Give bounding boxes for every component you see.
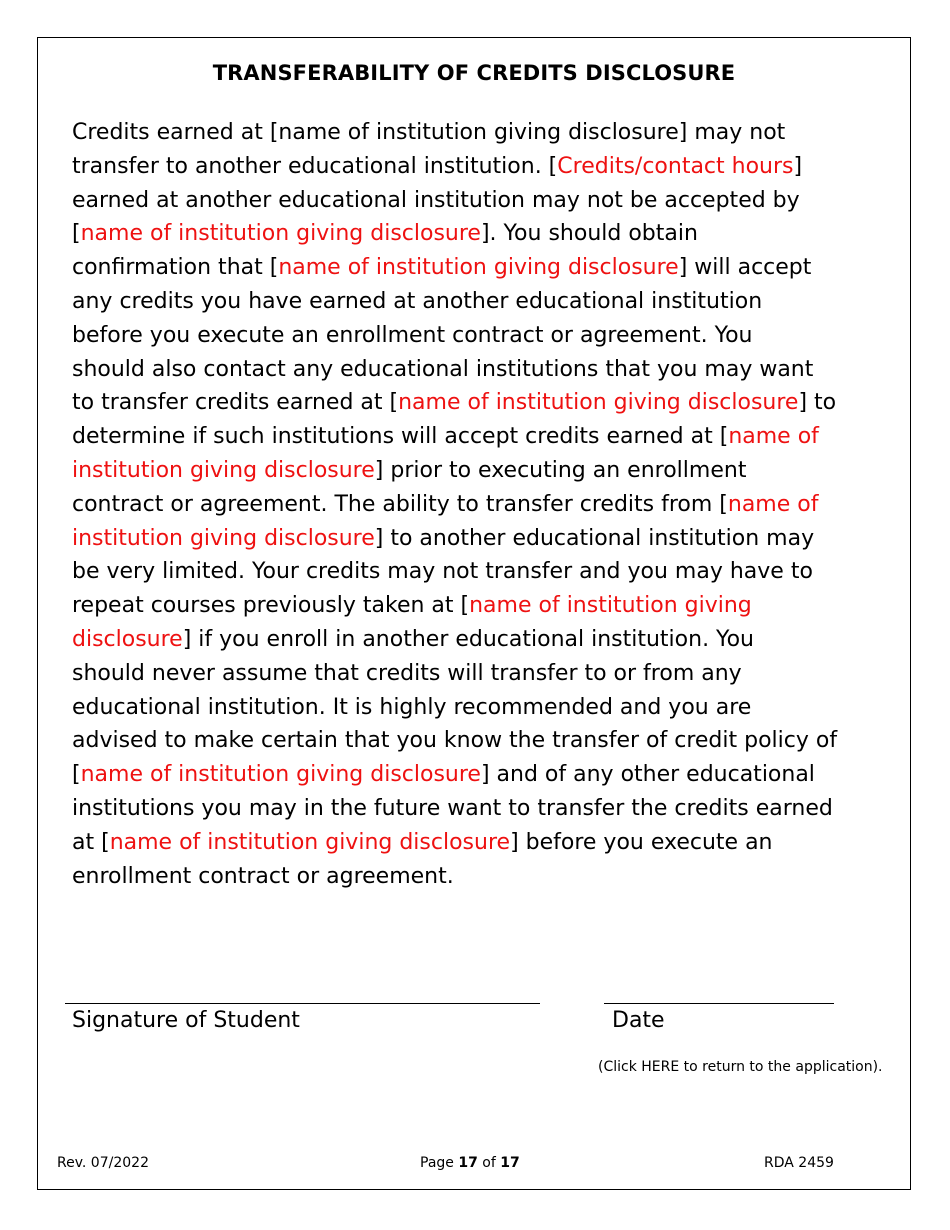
paragraph-line bbox=[72, 353, 872, 387]
placeholder-text: institution giving disclosure bbox=[72, 525, 375, 551]
paragraph-line bbox=[72, 691, 872, 725]
placeholder-text: name of institution giving disclosure bbox=[398, 390, 799, 416]
student-signature-line[interactable] bbox=[65, 1003, 540, 1004]
paragraph-line bbox=[72, 386, 872, 420]
body-text: be very limited. Your credits may not transfer and you may have to bbox=[72, 559, 813, 585]
paragraph-line bbox=[72, 589, 872, 623]
disclosure-paragraph bbox=[72, 116, 872, 893]
body-text: ] before you execute an bbox=[510, 829, 773, 855]
body-text: ] will accept bbox=[678, 255, 812, 281]
paragraph-line bbox=[72, 454, 872, 488]
placeholder-text: name of institution giving disclosure bbox=[278, 255, 679, 281]
body-text: [ bbox=[72, 221, 81, 247]
paragraph-line bbox=[72, 623, 872, 657]
document-title: TRANSFERABILITY OF CREDITS DISCLOSURE bbox=[212, 61, 736, 85]
body-text: enrollment contract or agreement. bbox=[72, 863, 454, 889]
page-number bbox=[420, 1155, 520, 1171]
paragraph-line bbox=[72, 724, 872, 758]
student-signature-label: Signature of Student bbox=[72, 1008, 300, 1033]
paragraph-line bbox=[72, 217, 872, 251]
paragraph-line bbox=[72, 826, 872, 860]
paragraph-line bbox=[72, 319, 872, 353]
page-total: 17 bbox=[500, 1155, 520, 1171]
body-text: should never assume that credits will transfer to or from any bbox=[72, 660, 742, 686]
body-text: [ bbox=[72, 762, 81, 788]
body-text: at [ bbox=[72, 829, 110, 855]
document-frame bbox=[37, 37, 911, 1190]
body-text: ] if you enroll in another educational institution. You bbox=[182, 626, 754, 652]
paragraph-line bbox=[72, 184, 872, 218]
body-text: ] and of any other educational bbox=[480, 762, 815, 788]
body-text: ] to bbox=[798, 390, 837, 416]
paragraph-line bbox=[72, 251, 872, 285]
body-text: should also contact any educational institutions that you may want bbox=[72, 356, 814, 382]
paragraph-line bbox=[72, 758, 872, 792]
date-line[interactable] bbox=[604, 1003, 834, 1004]
placeholder-text: name of institution giving disclosure bbox=[80, 762, 481, 788]
paragraph-line bbox=[72, 657, 872, 691]
page-of-word: of bbox=[482, 1155, 496, 1171]
body-text: advised to make certain that you know the transfer of credit policy of bbox=[72, 728, 838, 754]
page-current: 17 bbox=[458, 1155, 478, 1171]
body-text: transfer to another educational institution. [ bbox=[72, 153, 558, 179]
body-text: ] to another educational institution may bbox=[374, 525, 815, 551]
paragraph-line bbox=[72, 420, 872, 454]
paragraph-line bbox=[72, 488, 872, 522]
paragraph-line bbox=[72, 150, 872, 184]
body-text: Credits earned at [name of institution giving disclosure] may not bbox=[72, 120, 786, 145]
placeholder-text: institution giving disclosure bbox=[72, 457, 375, 483]
body-text: before you execute an enrollment contract or agreement. You bbox=[72, 322, 753, 348]
placeholder-text: name of institution giving bbox=[469, 593, 752, 619]
placeholder-text: name of institution giving disclosure bbox=[80, 221, 481, 247]
body-text: determine if such institutions will accept credits earned at [ bbox=[72, 424, 729, 450]
paragraph-line bbox=[72, 860, 872, 894]
paragraph-line bbox=[72, 522, 872, 556]
body-text: ] bbox=[793, 153, 803, 179]
body-text: ] prior to executing an enrollment bbox=[374, 457, 747, 483]
page-word: Page bbox=[420, 1155, 454, 1171]
body-text: contract or agreement. The ability to transfer credits from [ bbox=[72, 491, 728, 517]
paragraph-line bbox=[72, 555, 872, 589]
form-id: RDA 2459 bbox=[764, 1155, 834, 1171]
placeholder-text: disclosure bbox=[72, 626, 183, 652]
paragraph-line bbox=[72, 285, 872, 319]
date-label: Date bbox=[612, 1008, 665, 1033]
body-text: educational institution. It is highly recommended and you are bbox=[72, 694, 752, 720]
placeholder-text: name of bbox=[728, 424, 819, 450]
placeholder-text: name of institution giving disclosure bbox=[109, 829, 511, 855]
body-text: to transfer credits earned at [ bbox=[72, 390, 399, 416]
body-text: repeat courses previously taken at [ bbox=[72, 593, 470, 619]
revision-date: Rev. 07/2022 bbox=[57, 1155, 149, 1171]
body-text: confirmation that [ bbox=[72, 255, 279, 281]
body-text: ]. You should obtain bbox=[480, 221, 698, 247]
paragraph-line bbox=[72, 792, 872, 826]
paragraph-line bbox=[72, 116, 872, 150]
placeholder-text: name of bbox=[727, 491, 819, 517]
body-text: institutions you may in the future want to transfer the credits earned bbox=[72, 795, 833, 821]
return-to-application-link[interactable]: (Click HERE to return to the application). bbox=[598, 1059, 883, 1075]
placeholder-text: Credits/contact hours bbox=[557, 153, 794, 179]
body-text: any credits you have earned at another educational institution bbox=[72, 288, 763, 314]
body-text: earned at another educational institution may not be accepted by bbox=[72, 187, 800, 213]
